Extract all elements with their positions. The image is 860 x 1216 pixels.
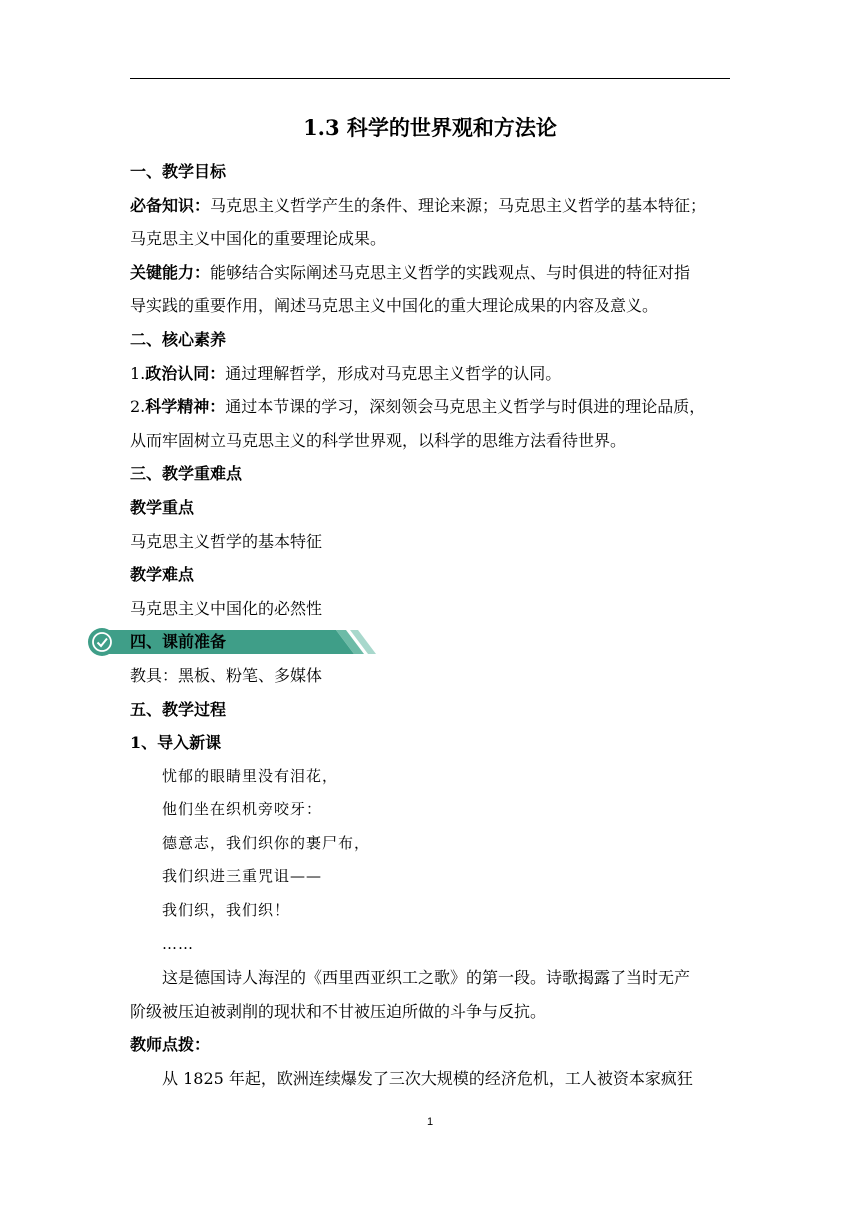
- literacy-2-text-2: 从而牢固树立马克思主义的科学世界观，以科学的思维方法看待世界。: [130, 430, 627, 450]
- difficult-point-text: 马克思主义中国化的必然性: [130, 598, 323, 618]
- knowledge-line-1: [130, 189, 730, 223]
- literacy-2-prefix: 2.: [130, 397, 146, 417]
- knowledge-text-1: 马克思主义哲学产生的条件、理论来源；马克思主义哲学的基本特征；: [210, 195, 707, 215]
- ability-text-2: 导实践的重要作用，阐述马克思主义中国化的重大理论成果的内容及意义。: [130, 296, 659, 316]
- document-title: 1.3 科学的世界观和方法论: [303, 115, 557, 140]
- literacy-1-prefix: 1.: [130, 363, 146, 383]
- key-point-text: 马克思主义哲学的基本特征: [130, 531, 323, 551]
- section-heading-key-difficult: 三、教学重难点: [130, 464, 243, 484]
- section-banner-preparation: [130, 625, 730, 659]
- literacy-item-2: [130, 390, 730, 424]
- knowledge-label: 必备知识：: [130, 195, 211, 215]
- knowledge-text-2: 马克思主义中国化的重要理论成果。: [130, 229, 387, 249]
- poem-line: 忧郁的眼睛里没有泪花，: [162, 766, 339, 785]
- key-point-heading: 教学重点: [130, 497, 195, 517]
- poem-line: 德意志，我们织你的裹尸布，: [162, 833, 371, 852]
- poem-line: 我们织进三重咒诅——: [162, 867, 323, 886]
- intro-paragraph-line-1: 这是德国诗人海涅的《西里西亚织工之歌》的第一段。诗歌揭露了当时无产: [162, 968, 691, 988]
- ability-text-1: 能够结合实际阐述马克思主义哲学的实践观点、与时俱进的特征对指: [210, 262, 691, 282]
- section-heading-literacy: 二、核心素养: [130, 329, 227, 349]
- header-rule: [130, 78, 730, 79]
- teacher-paragraph-line-1: 从 1825 年起，欧洲连续爆发了三次大规模的经济危机，工人被资本家疯狂: [162, 1069, 693, 1089]
- ability-label: 关键能力：: [130, 262, 211, 282]
- intro-paragraph-line-2: 阶级被压迫被剥削的现状和不甘被压迫所做的斗争与反抗。: [130, 1001, 547, 1021]
- poem-ellipsis: ……: [162, 934, 194, 953]
- section-heading-preparation: 四、课前准备: [130, 632, 227, 652]
- literacy-2-label: 科学精神：: [145, 397, 226, 417]
- document-body: [130, 155, 730, 1096]
- step-1-heading: 1、导入新课: [130, 733, 222, 753]
- page-number: 1: [426, 1116, 434, 1128]
- ability-line-1: [130, 256, 730, 290]
- section-heading-process: 五、教学过程: [130, 699, 227, 719]
- literacy-1-text: 通过理解哲学，形成对马克思主义哲学的认同。: [225, 363, 562, 383]
- literacy-1-label: 政治认同：: [145, 363, 226, 383]
- teacher-guidance-heading: 教师点拨：: [130, 1035, 211, 1055]
- section-heading-objectives: 一、教学目标: [130, 162, 227, 181]
- poem-line: 我们织，我们织！: [162, 901, 291, 920]
- tools-text: 教具：黑板、粉笔、多媒体: [130, 665, 323, 685]
- poem-line: 他们坐在织机旁咬牙：: [162, 800, 323, 819]
- difficult-point-heading: 教学难点: [130, 565, 195, 585]
- literacy-item-1: [130, 357, 730, 391]
- literacy-2-text-1: 通过本节课的学习，深刻领会马克思主义哲学与时俱进的理论品质，: [225, 397, 706, 417]
